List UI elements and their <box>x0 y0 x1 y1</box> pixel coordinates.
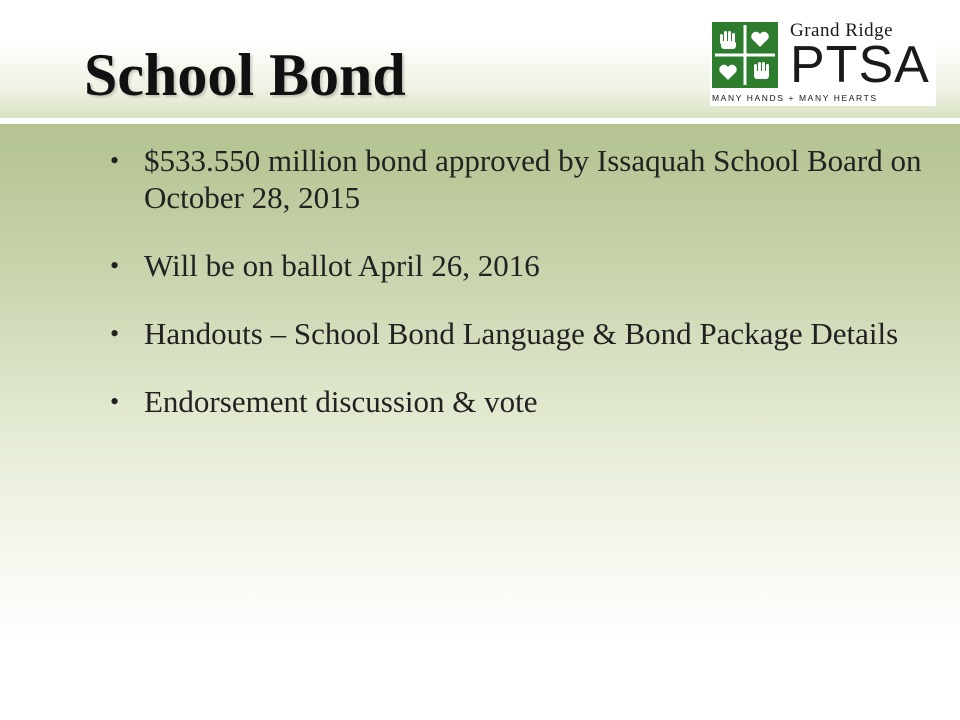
bullet-item <box>110 142 930 216</box>
logo-ptsa-text: PTSA <box>790 36 930 94</box>
bullet-icon: • <box>110 251 120 280</box>
slide-title: School Bond <box>84 42 406 108</box>
bullet-item <box>110 383 930 420</box>
bullet-text: Handouts – School Bond Language & Bond Package Details <box>144 316 899 351</box>
ptsa-logo <box>710 20 936 106</box>
bullet-list <box>110 142 930 451</box>
bullet-icon: • <box>110 146 120 175</box>
bullet-item <box>110 315 930 352</box>
logo-tagline: MANY HANDS + MANY HEARTS <box>712 93 878 103</box>
logo-grand-ridge-text: Grand Ridge <box>790 20 894 41</box>
bullet-icon: • <box>110 319 120 348</box>
header-divider <box>0 118 960 124</box>
bullet-icon: • <box>110 387 120 416</box>
bullet-text: Will be on ballot April 26, 2016 <box>144 248 540 283</box>
bullet-text: $533.550 million bond approved by Issaquah School Board on October 28, 2015 <box>144 143 922 215</box>
bullet-item <box>110 247 930 284</box>
bullet-text: Endorsement discussion & vote <box>144 384 538 419</box>
hands-and-hearts-icon <box>712 22 778 88</box>
